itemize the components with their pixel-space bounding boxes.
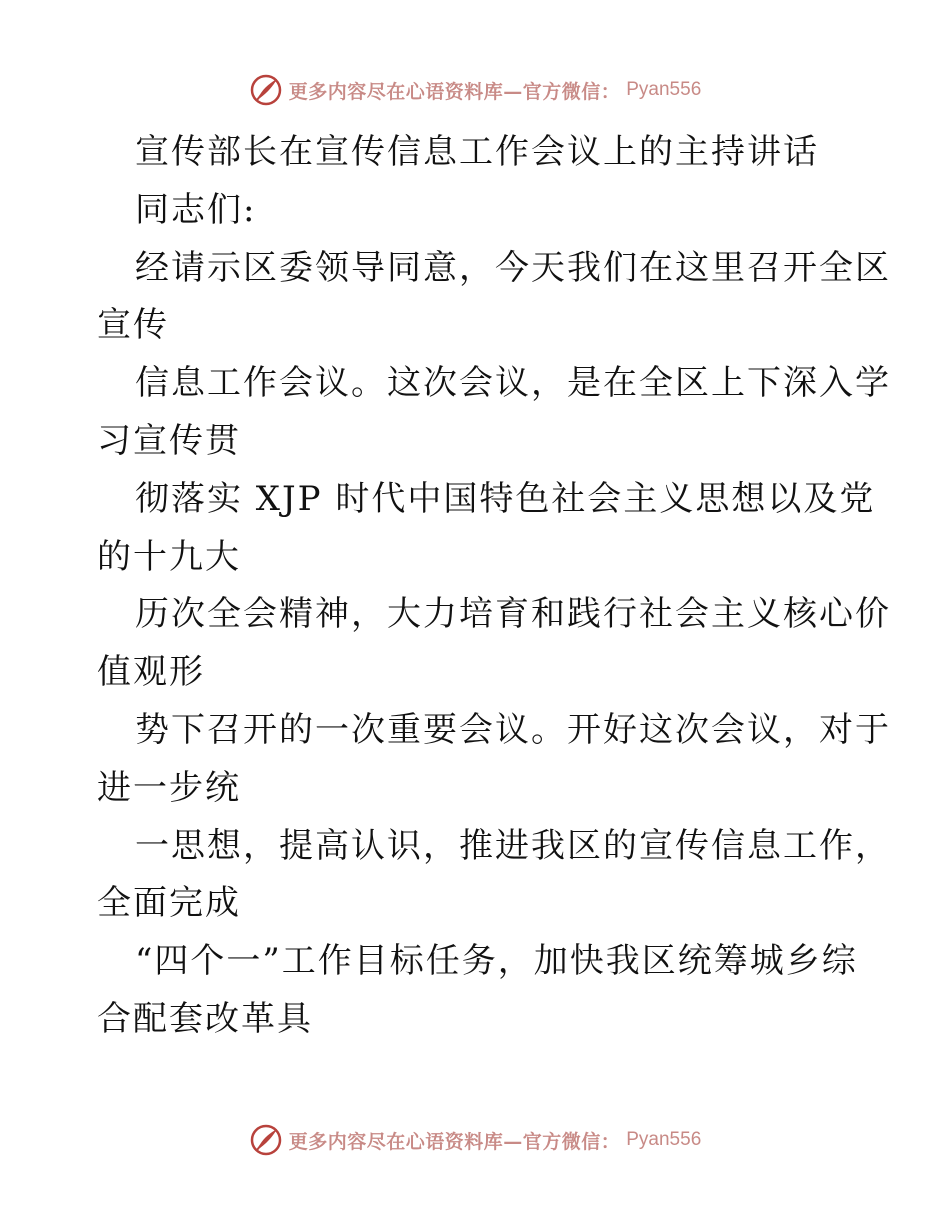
document-line: 进一步统 bbox=[97, 767, 241, 808]
document-line: 势下召开的一次重要会议。开好这次会议，对于 bbox=[135, 709, 891, 750]
document-line: 宣传部长在宣传信息工作会议上的主持讲话 bbox=[135, 132, 819, 172]
watermark-wechat-id: Pyan556 bbox=[626, 79, 702, 100]
document-line: 合配套改革具 bbox=[97, 998, 313, 1039]
document-line: 宣传 bbox=[97, 305, 169, 346]
document-line: 全面完成 bbox=[97, 883, 241, 924]
document-line: 信息工作会议。这次会议，是在全区上下深入学 bbox=[135, 363, 891, 404]
document-line: 经请示区委领导同意，今天我们在这里召开全区 bbox=[135, 247, 891, 288]
document-line: 习宣传贯 bbox=[97, 420, 241, 461]
document-line: “四个一”工作目标任务，加快我区统筹城乡综 bbox=[135, 941, 858, 982]
footer-watermark bbox=[0, 1118, 950, 1162]
quill-logo-icon bbox=[249, 73, 283, 107]
document-line: 同志们: bbox=[135, 189, 257, 230]
header-watermark bbox=[0, 68, 950, 112]
watermark-text: 更多内容尽在心语资料库—官方微信： bbox=[288, 1130, 621, 1153]
document-line: 历次全会精神，大力培育和践行社会主义核心价 bbox=[135, 594, 891, 635]
watermark-text: 更多内容尽在心语资料库—官方微信： bbox=[288, 80, 621, 103]
document-line: 的十九大 bbox=[97, 536, 241, 577]
watermark-wechat-id: Pyan556 bbox=[626, 1129, 702, 1150]
document-line: 一思想，提高认识，推进我区的宣传信息工作， bbox=[135, 825, 891, 866]
document-body bbox=[97, 124, 891, 1049]
quill-logo-icon bbox=[249, 1123, 283, 1157]
document-line: 值观形 bbox=[97, 652, 205, 693]
document-line: 彻落实 XJP 时代中国特色社会主义思想以及党 bbox=[135, 478, 876, 519]
